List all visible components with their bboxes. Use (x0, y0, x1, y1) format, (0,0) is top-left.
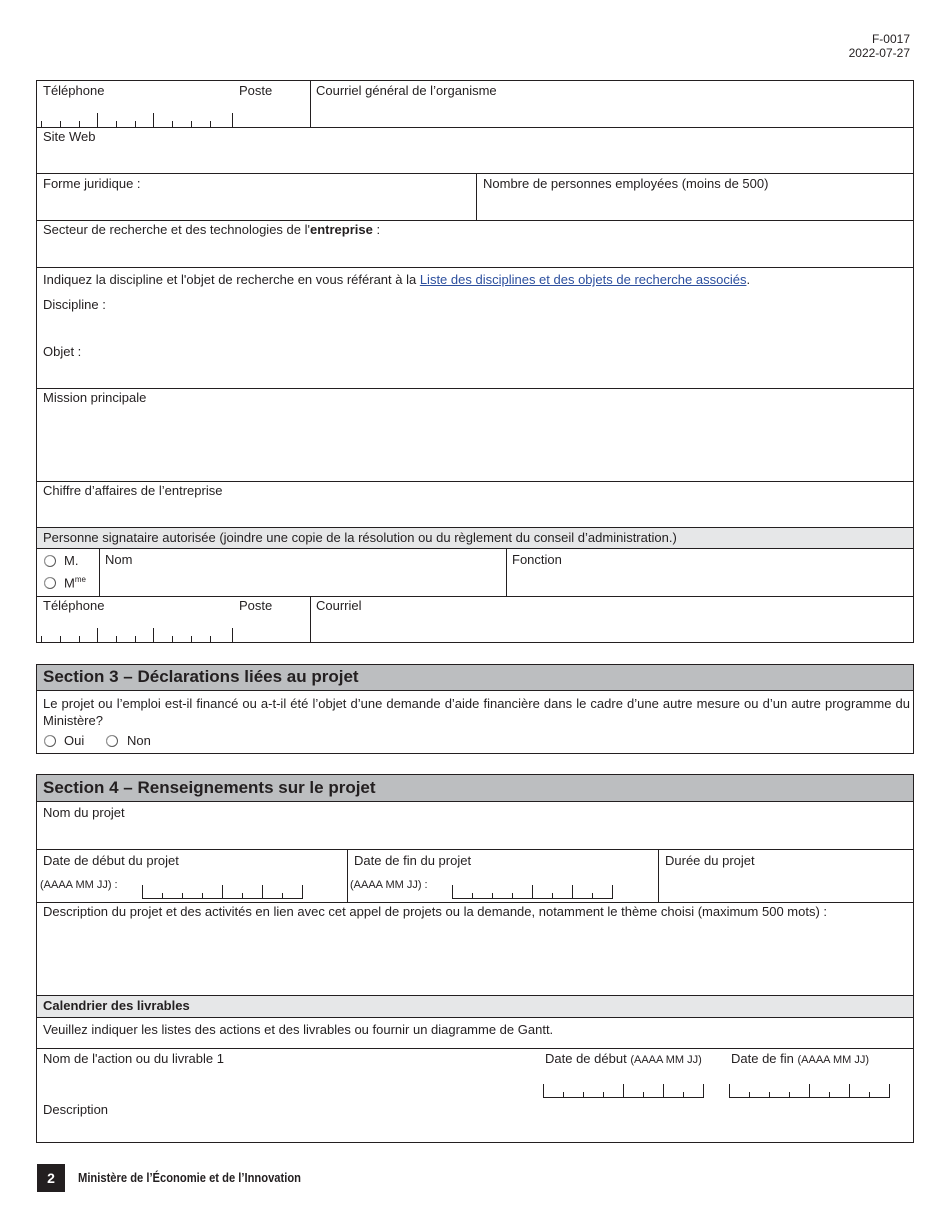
project-description-input[interactable] (43, 922, 905, 992)
mr-radio[interactable] (44, 555, 56, 567)
section-4-title: Section 4 – Renseignements sur le projet (43, 778, 376, 797)
project-start-format: (AAAA MM JJ) : (40, 879, 118, 891)
project-name-label: Nom du projet (43, 805, 125, 820)
website-input[interactable] (43, 146, 905, 170)
signatory-title: Personne signataire autorisée (joindre une copie de la résolution ou du règlement du conseil d’administration.) (43, 530, 677, 545)
form-code: F-0017 (871, 32, 910, 46)
signatory-email-input[interactable] (316, 615, 906, 639)
revenue-input[interactable] (43, 500, 905, 524)
project-duration-input[interactable] (665, 870, 907, 898)
project-start-date-input[interactable] (142, 885, 303, 899)
signatory-name-input[interactable] (105, 570, 501, 594)
calendar-instructions: Veuillez indiquer les listes des actions et des livrables ou fournir un diagramme de Gantt. (43, 1022, 554, 1037)
yes-radio[interactable] (44, 735, 56, 747)
mission-input[interactable] (43, 408, 905, 478)
discipline-label: Discipline : (43, 297, 106, 312)
form-date: 2022-07-27 (848, 46, 910, 60)
action-description-label: Description (43, 1102, 109, 1117)
revenue-label: Chiffre d’affaires de l’entreprise (43, 483, 223, 498)
signatory-phone-input[interactable] (41, 628, 235, 642)
signatory-phone-label: Téléphone (43, 598, 105, 613)
general-email-input[interactable] (316, 100, 906, 124)
signatory-function-label: Fonction (512, 552, 562, 567)
calendar-title: Calendrier des livrables (43, 998, 190, 1013)
action-description-input[interactable] (120, 1100, 905, 1138)
sector-input[interactable] (43, 240, 905, 264)
mrs-label: $M^{me}$ (64, 575, 86, 591)
action-name-label: Nom de l'action ou du livrable 1 (43, 1051, 224, 1066)
no-label: Non (127, 733, 151, 748)
website-label: Site Web (43, 129, 96, 144)
disciplines-list-link[interactable]: Liste des disciplines et des objets de recherche associés (419, 272, 747, 287)
action-name-input[interactable] (43, 1068, 533, 1092)
discipline-input[interactable] (120, 295, 905, 315)
employees-label: Nombre de personnes employées (moins de 500) (483, 176, 769, 191)
phone-input[interactable] (41, 113, 235, 127)
discipline-instructions: Indiquez la discipline et l'objet de recherche en vous référant à la Liste des disciplines et des objets de recherche associés. (43, 272, 751, 287)
section-3-title: Section 3 – Déclarations liées au projet (43, 667, 359, 686)
sector-label: Secteur de recherche et des technologies de l'entreprise : (43, 222, 381, 237)
signatory-email-label: Courriel (316, 598, 362, 613)
form-header (849, 32, 910, 60)
mrs-radio[interactable] (44, 577, 56, 589)
project-end-format: (AAAA MM JJ) : (350, 879, 428, 891)
object-input[interactable] (95, 342, 905, 362)
action-start-date-input[interactable] (543, 1084, 704, 1098)
page-number: 2 (37, 1164, 65, 1192)
general-email-label: Courriel général de l’organisme (316, 83, 497, 98)
project-duration-label: Durée du projet (665, 853, 755, 868)
signatory-function-input[interactable] (512, 570, 907, 594)
project-description-label: Description du projet et des activités en lien avec cet appel de projets ou la demande, notamment le thème choisi (maximum 500 mots) : (43, 904, 828, 919)
yes-label: Oui (64, 733, 85, 748)
section-3-question: Le projet ou l’emploi est-il financé ou a-t-il été l’objet d’une demande d’aide financière dans le cadre d’une autre mesure ou d’un autre programme du Ministère? (43, 696, 910, 728)
signatory-name-label: Nom (105, 552, 133, 567)
action-end-label: Date de fin (AAAA MM JJ) (731, 1051, 870, 1066)
legal-form-input[interactable] (43, 193, 471, 217)
action-start-label: Date de début (AAAA MM JJ) (545, 1051, 702, 1066)
employees-input[interactable] (483, 193, 907, 217)
extension-label: Poste (239, 83, 273, 98)
legal-form-label: Forme juridique : (43, 176, 141, 191)
action-end-date-input[interactable] (729, 1084, 890, 1098)
project-name-input[interactable] (43, 822, 905, 846)
project-end-label: Date de fin du projet (354, 853, 472, 868)
project-end-date-input[interactable] (452, 885, 613, 899)
mission-label: Mission principale (43, 390, 147, 405)
no-radio[interactable] (106, 735, 118, 747)
project-start-label: Date de début du projet (43, 853, 179, 868)
ministry-name: Ministère de l’Économie et de l’Innovation (78, 1170, 302, 1185)
signatory-extension-label: Poste (239, 598, 273, 613)
object-label: Objet : (43, 344, 82, 359)
phone-label: Téléphone (43, 83, 105, 98)
mr-label: M. (64, 553, 79, 568)
